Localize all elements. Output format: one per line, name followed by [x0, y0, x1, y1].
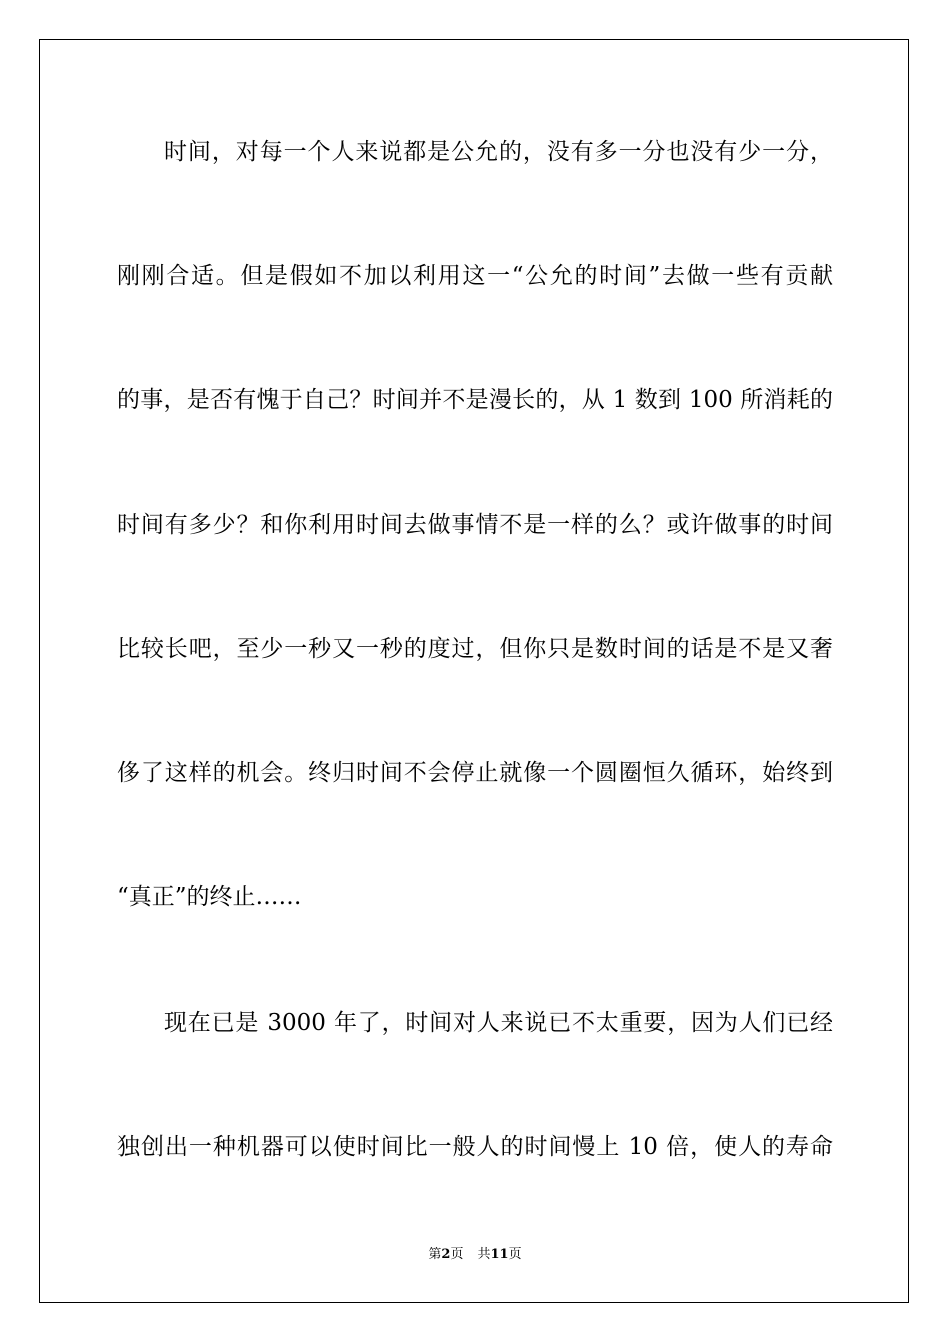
paragraph-2-line-2: 独创出一种机器可以使时间比一般人的时间慢上 10 倍，使人的寿命 [117, 1134, 833, 1160]
footer-total-pages: 11 [490, 1247, 509, 1262]
footer-page-number: 2 [441, 1247, 451, 1262]
footer-total-suffix: 页 [508, 1247, 522, 1262]
footer-page-suffix: 页 [450, 1247, 464, 1262]
page-border [39, 39, 909, 1303]
paragraph-1-line-1: 时间，对每一个人来说都是公允的，没有多一分也没有少一分， [164, 139, 833, 165]
paragraph-1-line-6: 侈了这样的机会。终归时间不会停止就像一个圆圈恒久循环，始终到 [117, 760, 833, 786]
paragraph-1-line-4: 时间有多少？和你利用时间去做事情不是一样的么？或许做事的时间 [117, 512, 833, 538]
footer-total-prefix: 共 [477, 1247, 491, 1262]
paragraph-1-line-7: “真正”的终止…… [117, 884, 302, 910]
page-footer [0, 1247, 950, 1263]
paragraph-1-line-2: 刚刚合适。但是假如不加以利用这一“公允的时间”去做一些有贡献 [117, 263, 833, 289]
footer-page-prefix: 第 [428, 1247, 442, 1262]
paragraph-1-line-5: 比较长吧，至少一秒又一秒的度过，但你只是数时间的话是不是又奢 [117, 636, 833, 662]
paragraph-2-line-1: 现在已是 3000 年了，时间对人来说已不太重要，因为人们已经 [164, 1010, 833, 1036]
paragraph-1-line-3: 的事，是否有愧于自己？时间并不是漫长的，从 1 数到 100 所消耗的 [117, 387, 833, 413]
